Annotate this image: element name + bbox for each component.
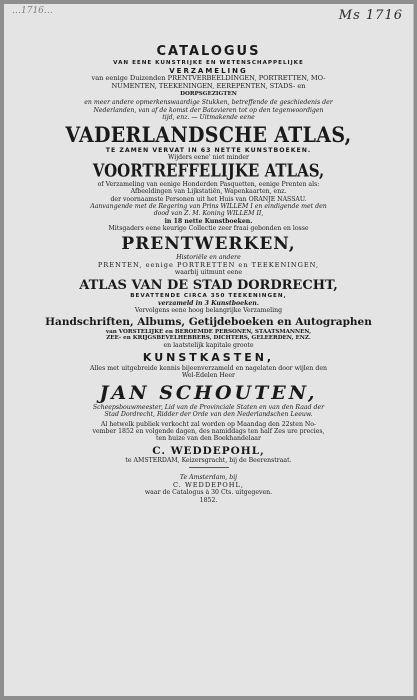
handschriften-heading: Handschriften, Albums, Getijdeboeken en Autographen	[45, 316, 372, 329]
catalogue-title-page	[4, 4, 414, 696]
text-line: tijd, enz. — Uitmakende eene	[162, 113, 255, 121]
text-line: verzameld in 3 Kunstboeken.	[158, 299, 259, 307]
title-text-column	[22, 44, 395, 504]
text-line: der voornaamste Personen uit het Huis van ORANJE NASSAU.	[110, 195, 307, 203]
text-line: of Verzameling van eenige Honderden Pasquetten, eenige Prenten als:	[97, 180, 320, 188]
shelfmark-annotation: Ms 1716	[338, 8, 403, 23]
text-line: en meer andere opmerkenswaardige Stukken, betreffende de geschiedenis der	[84, 99, 333, 107]
voortreffelijke-atlas-heading: VOORTREFFELIJKE ATLAS,	[92, 161, 325, 182]
imprint-line: Te Amsterdam, bij	[179, 474, 238, 482]
text-line: PRENTEN, eenige PORTRETTEN en TEEKENINGEN,	[97, 261, 320, 269]
imprint-line: waar de Catalogus à 30 Cts. uitgegeven.	[144, 489, 273, 497]
text-line: Historiële en andere	[176, 254, 241, 262]
text-line: Alles met uitgebreide kennis bijeenverzameld en nagelaten door wijlen den	[89, 364, 327, 372]
imprint-year: 1852.	[199, 496, 218, 504]
text-line: DORPSGEZIGTEN	[180, 90, 237, 97]
catalogus-heading: CATALOGUS	[156, 44, 261, 59]
text-line: waarbij uitmunt eene	[174, 269, 243, 277]
text-line: TE ZAMEN VERVAT IN 63 NETTE KUNSTBOEKEN.	[105, 146, 312, 154]
text-line: van VORSTELIJKE en BEROEMDE PERSONEN, STAATSMANNEN,	[105, 328, 312, 335]
atlas-dordrecht-heading: ATLAS VAN DE STAD DORDRECHT,	[79, 277, 338, 293]
kunstkasten-heading: KUNSTKASTEN,	[142, 352, 275, 364]
text-line: Afbeeldingen van Lijkstatiën, Wapenkaarten, enz.	[130, 188, 287, 196]
text-line: Wel-Edelen Heer	[182, 372, 235, 380]
text-line: Mitsgaders eene keurige Collectie zeer fraai gebonden en losse	[108, 224, 309, 232]
subheading-kunstrijke: VAN EENE KUNSTRIJKE EN WETENSCHAPPELIJKE	[113, 60, 304, 67]
text-line: van eenige Duizenden PRENTVERBEELDINGEN, PORTRETTEN, MO-	[91, 75, 326, 83]
verzameling-heading: VERZAMELING	[169, 66, 248, 75]
text-line: BEVATTENDE CIRCA 350 TEEKENINGEN,	[130, 292, 287, 299]
text-line: Vervolgens eene hoog belangrijke Verzameling	[134, 306, 283, 314]
text-line: NUMENTEN, TEEKENINGEN, EEREPENTEN, STADS- en	[111, 82, 306, 90]
weddepohl-heading: C. WEDDEPOHL,	[152, 444, 265, 457]
jan-schouten-heading: JAN SCHOUTEN,	[99, 381, 318, 404]
text-line: vember 1852 en volgende dagen, des namiddags ten half Zes ure precies,	[92, 427, 325, 435]
text-line: en laatstelijk kapitale groote	[163, 341, 254, 349]
text-line: ten huize van den Boekhandelaar	[156, 435, 261, 443]
text-line: Nederlanden, van af de komst der Batavieren tot op den tegenwoordigen	[93, 106, 324, 114]
text-line: te AMSTERDAM, Keizersgracht, bij de Beerenstraat.	[125, 456, 292, 464]
divider-rule	[189, 467, 229, 468]
text-line: ZEE- en KRIJGSBEVELHEBBERS, DICHTERS, GELEERDEN, ENZ.	[106, 335, 311, 342]
text-line: Scheepsbouwmeester, Lid van de Provinciale Staten en van den Raad der	[92, 404, 325, 411]
pencil-annotation-left: …1716…	[12, 6, 53, 16]
text-line: in 18 nette Kunstboeken.	[164, 217, 253, 225]
vaderlandsche-atlas-heading: VADERLANDSCHE ATLAS,	[65, 122, 352, 148]
text-line: Stad Dordrecht, Ridder der Orde van den Nederlandschen Leeuw.	[104, 411, 313, 419]
text-line: dood van Z. M. Koning WILLEM II,	[153, 210, 264, 218]
text-line: Aanvangende met de Regering van Prins WILLEM I en eindigende met den	[90, 202, 327, 210]
imprint-publisher: C. WEDDEPOHL,	[172, 481, 245, 489]
text-line: Wijders eene' niet minder	[168, 153, 249, 161]
prentwerken-heading: PRENTWERKEN,	[121, 234, 296, 255]
text-line: Al hetwelk publiek verkocht zal worden op Maandag den 22sten No-	[100, 420, 317, 428]
